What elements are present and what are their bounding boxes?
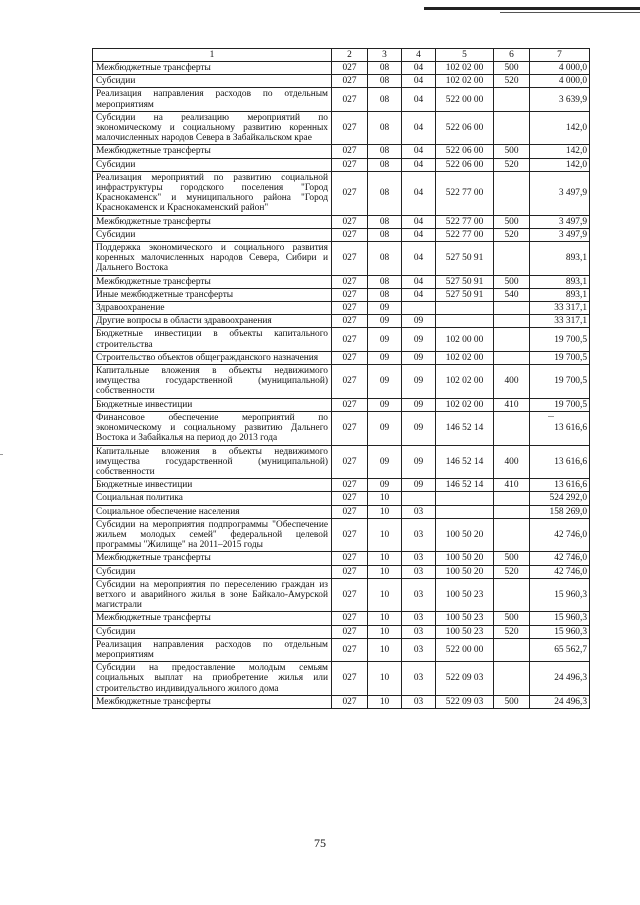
row-target-article: 522 09 03 — [436, 695, 494, 708]
row-expense-type — [494, 662, 530, 696]
table-row — [93, 75, 590, 88]
row-ministry-code: 027 — [332, 365, 368, 399]
table-body — [93, 62, 590, 709]
row-name: Субсидии на реализацию мероприятий по экономическому и социальному развитию коренных малочисленных народов Севера в Забайкальском крае — [93, 111, 332, 145]
table-row — [93, 111, 590, 145]
table-row — [93, 351, 590, 364]
row-subsection: 04 — [402, 242, 436, 276]
row-subsection: 03 — [402, 565, 436, 578]
table-row — [93, 625, 590, 638]
row-ministry-code: 027 — [332, 88, 368, 111]
row-section: 09 — [368, 315, 402, 328]
row-section: 08 — [368, 228, 402, 241]
row-ministry-code: 027 — [332, 612, 368, 625]
row-section: 09 — [368, 398, 402, 411]
row-amount: 3 497,9 — [530, 228, 590, 241]
row-ministry-code: 027 — [332, 695, 368, 708]
row-amount: 158 269,0 — [530, 505, 590, 518]
row-subsection — [402, 492, 436, 505]
row-ministry-code: 027 — [332, 492, 368, 505]
row-amount: 42 746,0 — [530, 518, 590, 552]
header-rule-thin — [500, 12, 640, 13]
row-amount: 15 960,3 — [530, 612, 590, 625]
row-section: 08 — [368, 242, 402, 276]
row-name: Бюджетные инвестиции — [93, 398, 332, 411]
row-subsection: 03 — [402, 552, 436, 565]
row-amount: 19 700,5 — [530, 365, 590, 399]
row-expense-type: 520 — [494, 228, 530, 241]
row-section: 10 — [368, 612, 402, 625]
row-subsection: 04 — [402, 111, 436, 145]
row-amount: 15 960,3 — [530, 625, 590, 638]
table-row — [93, 518, 590, 552]
row-target-article: 102 02 00 — [436, 398, 494, 411]
table-row — [93, 302, 590, 315]
header-col-7: 7 — [530, 49, 590, 62]
row-ministry-code: 027 — [332, 479, 368, 492]
table-row — [93, 275, 590, 288]
row-expense-type: 410 — [494, 479, 530, 492]
row-subsection: 03 — [402, 578, 436, 612]
row-target-article: 527 50 91 — [436, 275, 494, 288]
page-number: 75 — [314, 836, 326, 850]
row-name: Межбюджетные трансферты — [93, 62, 332, 75]
table-row — [93, 612, 590, 625]
row-amount: 13 616,6 — [530, 411, 590, 445]
row-section: 09 — [368, 445, 402, 479]
table-row — [93, 638, 590, 661]
row-section: 10 — [368, 695, 402, 708]
row-name: Реализация направления расходов по отдельным мероприятиям — [93, 638, 332, 661]
row-expense-type: 500 — [494, 695, 530, 708]
row-target-article: 100 50 20 — [436, 565, 494, 578]
row-ministry-code: 027 — [332, 518, 368, 552]
table-row — [93, 552, 590, 565]
table-row — [93, 242, 590, 276]
row-subsection: 09 — [402, 351, 436, 364]
row-target-article: 522 06 00 — [436, 111, 494, 145]
row-amount: 65 562,7 — [530, 638, 590, 661]
row-subsection: 09 — [402, 328, 436, 351]
row-section: 08 — [368, 75, 402, 88]
row-target-article: 100 50 20 — [436, 518, 494, 552]
scan-mark — [0, 454, 3, 455]
row-target-article: 146 52 14 — [436, 411, 494, 445]
row-section: 08 — [368, 62, 402, 75]
row-name: Субсидии — [93, 565, 332, 578]
row-subsection: 09 — [402, 479, 436, 492]
table-row — [93, 578, 590, 612]
row-name: Субсидии — [93, 228, 332, 241]
row-name: Иные межбюджетные трансферты — [93, 288, 332, 301]
row-subsection: 04 — [402, 171, 436, 215]
row-amount: 893,1 — [530, 242, 590, 276]
row-amount: 15 960,3 — [530, 578, 590, 612]
row-ministry-code: 027 — [332, 552, 368, 565]
row-section: 10 — [368, 518, 402, 552]
row-section: 08 — [368, 145, 402, 158]
row-expense-type — [494, 411, 530, 445]
row-expense-type: 400 — [494, 445, 530, 479]
row-name: Межбюджетные трансферты — [93, 145, 332, 158]
row-ministry-code: 027 — [332, 275, 368, 288]
row-amount: 142,0 — [530, 158, 590, 171]
row-target-article: 527 50 91 — [436, 242, 494, 276]
row-section: 10 — [368, 492, 402, 505]
row-expense-type — [494, 351, 530, 364]
row-amount: 893,1 — [530, 288, 590, 301]
header-col-5: 5 — [436, 49, 494, 62]
row-ministry-code: 027 — [332, 228, 368, 241]
row-expense-type — [494, 492, 530, 505]
row-name: Строительство объектов общегражданского назначения — [93, 351, 332, 364]
row-section: 08 — [368, 88, 402, 111]
row-target-article: 100 50 23 — [436, 612, 494, 625]
row-section: 10 — [368, 638, 402, 661]
row-amount: 19 700,5 — [530, 328, 590, 351]
row-section: 10 — [368, 662, 402, 696]
row-expense-type — [494, 638, 530, 661]
row-subsection — [402, 302, 436, 315]
row-target-article: 522 06 00 — [436, 145, 494, 158]
table-row — [93, 505, 590, 518]
row-name: Бюджетные инвестиции в объекты капитального строительства — [93, 328, 332, 351]
row-amount: 24 496,3 — [530, 695, 590, 708]
row-expense-type: 500 — [494, 612, 530, 625]
table-row — [93, 88, 590, 111]
row-expense-type: 500 — [494, 215, 530, 228]
row-name: Капитальные вложения в объекты недвижимого имущества государственной (муниципальной) собственности — [93, 365, 332, 399]
row-target-article: 522 00 00 — [436, 88, 494, 111]
table-header-row — [93, 49, 590, 62]
row-section: 10 — [368, 505, 402, 518]
row-amount: 19 700,5 — [530, 351, 590, 364]
row-amount: 42 746,0 — [530, 552, 590, 565]
row-subsection: 09 — [402, 398, 436, 411]
row-ministry-code: 027 — [332, 315, 368, 328]
row-subsection: 04 — [402, 158, 436, 171]
row-subsection: 03 — [402, 518, 436, 552]
row-expense-type: 520 — [494, 158, 530, 171]
row-name: Поддержка экономического и социального развития коренных малочисленных народов Севера, Сибири и Дальнего Востока — [93, 242, 332, 276]
row-name: Бюджетные инвестиции — [93, 479, 332, 492]
row-name: Межбюджетные трансферты — [93, 552, 332, 565]
row-target-article: 522 77 00 — [436, 228, 494, 241]
row-subsection: 04 — [402, 228, 436, 241]
row-name: Межбюджетные трансферты — [93, 695, 332, 708]
row-expense-type — [494, 578, 530, 612]
row-ministry-code: 027 — [332, 62, 368, 75]
row-target-article: 102 02 00 — [436, 75, 494, 88]
table-row — [93, 398, 590, 411]
row-target-article: 100 50 20 — [436, 552, 494, 565]
row-expense-type — [494, 242, 530, 276]
row-name: Межбюджетные трансферты — [93, 215, 332, 228]
row-subsection: 04 — [402, 145, 436, 158]
row-target-article: 522 77 00 — [436, 171, 494, 215]
row-target-article: 522 00 00 — [436, 638, 494, 661]
row-amount: 142,0 — [530, 111, 590, 145]
row-ministry-code: 027 — [332, 111, 368, 145]
row-section: 09 — [368, 365, 402, 399]
row-ministry-code: 027 — [332, 578, 368, 612]
row-section: 08 — [368, 171, 402, 215]
row-ministry-code: 027 — [332, 158, 368, 171]
row-name: Социальная политика — [93, 492, 332, 505]
header-col-1: 1 — [93, 49, 332, 62]
row-subsection: 09 — [402, 315, 436, 328]
row-target-article — [436, 505, 494, 518]
row-expense-type: 540 — [494, 288, 530, 301]
row-name: Субсидии на мероприятия подпрограммы "Обеспечение жильем молодых семей" федеральной целевой программы "Жилище" на 2011–2015 годы — [93, 518, 332, 552]
row-target-article: 522 09 03 — [436, 662, 494, 696]
row-subsection: 04 — [402, 88, 436, 111]
row-amount: 33 317,1 — [530, 315, 590, 328]
row-ministry-code: 027 — [332, 398, 368, 411]
row-name: Реализация направления расходов по отдельным мероприятиям — [93, 88, 332, 111]
row-name: Финансовое обеспечение мероприятий по экономическому и социальному развитию Дальнего Востока и Забайкалья на период до 2013 года — [93, 411, 332, 445]
table-row — [93, 62, 590, 75]
row-ministry-code: 027 — [332, 351, 368, 364]
row-expense-type: 400 — [494, 365, 530, 399]
row-subsection: 04 — [402, 275, 436, 288]
row-expense-type: 500 — [494, 275, 530, 288]
row-target-article: 522 77 00 — [436, 215, 494, 228]
row-target-article: 102 00 00 — [436, 328, 494, 351]
row-target-article — [436, 492, 494, 505]
row-subsection: 04 — [402, 288, 436, 301]
table-row — [93, 695, 590, 708]
row-target-article: 100 50 23 — [436, 625, 494, 638]
table-row — [93, 145, 590, 158]
row-amount: 3 497,9 — [530, 171, 590, 215]
row-ministry-code: 027 — [332, 145, 368, 158]
budget-table — [92, 48, 590, 709]
row-amount: 524 292,0 — [530, 492, 590, 505]
row-subsection: 04 — [402, 215, 436, 228]
row-expense-type: 500 — [494, 145, 530, 158]
row-ministry-code: 027 — [332, 638, 368, 661]
row-target-article: 522 06 00 — [436, 158, 494, 171]
row-name: Здравоохранение — [93, 302, 332, 315]
row-ministry-code: 027 — [332, 302, 368, 315]
row-subsection: 03 — [402, 662, 436, 696]
row-expense-type: 520 — [494, 565, 530, 578]
table-row — [93, 315, 590, 328]
row-expense-type: 500 — [494, 552, 530, 565]
row-name: Субсидии на мероприятия по переселению граждан из ветхого и аварийного жилья в зоне Байкало-Амурской магистрали — [93, 578, 332, 612]
row-target-article: 102 02 00 — [436, 365, 494, 399]
row-amount: 42 746,0 — [530, 565, 590, 578]
row-subsection: 03 — [402, 612, 436, 625]
row-name: Субсидии — [93, 158, 332, 171]
row-subsection: 03 — [402, 695, 436, 708]
row-expense-type — [494, 518, 530, 552]
budget-table-container — [92, 48, 589, 709]
row-name: Субсидии — [93, 75, 332, 88]
row-expense-type — [494, 505, 530, 518]
row-ministry-code: 027 — [332, 242, 368, 276]
row-ministry-code: 027 — [332, 288, 368, 301]
row-expense-type: 520 — [494, 75, 530, 88]
row-section: 10 — [368, 625, 402, 638]
row-section: 10 — [368, 578, 402, 612]
row-target-article: 102 02 00 — [436, 62, 494, 75]
header-rule — [424, 7, 640, 10]
row-target-article: 146 52 14 — [436, 445, 494, 479]
row-section: 08 — [368, 275, 402, 288]
row-name: Реализация мероприятий по развитию социальной инфраструктуры городского поселения "Город Краснокаменск" и муниципального района "Город Краснокаменск и Краснокаменский район" — [93, 171, 332, 215]
row-subsection: 09 — [402, 445, 436, 479]
table-row — [93, 479, 590, 492]
row-target-article: 100 50 23 — [436, 578, 494, 612]
row-expense-type — [494, 111, 530, 145]
table-row — [93, 228, 590, 241]
table-row — [93, 492, 590, 505]
header-col-4: 4 — [402, 49, 436, 62]
row-section: 08 — [368, 158, 402, 171]
row-target-article — [436, 315, 494, 328]
row-section: 10 — [368, 565, 402, 578]
row-name: Межбюджетные трансферты — [93, 612, 332, 625]
row-ministry-code: 027 — [332, 215, 368, 228]
row-name: Капитальные вложения в объекты недвижимого имущества государственной (муниципальной) собственности — [93, 445, 332, 479]
row-expense-type: 500 — [494, 62, 530, 75]
row-section: 09 — [368, 302, 402, 315]
row-expense-type — [494, 302, 530, 315]
table-row — [93, 158, 590, 171]
row-section: 10 — [368, 552, 402, 565]
row-ministry-code: 027 — [332, 171, 368, 215]
row-amount: 4 000,0 — [530, 62, 590, 75]
row-ministry-code: 027 — [332, 565, 368, 578]
row-expense-type: 410 — [494, 398, 530, 411]
table-row — [93, 565, 590, 578]
row-amount: 893,1 — [530, 275, 590, 288]
table-row — [93, 365, 590, 399]
row-section: 09 — [368, 411, 402, 445]
table-row — [93, 215, 590, 228]
row-expense-type: 520 — [494, 625, 530, 638]
row-section: 08 — [368, 288, 402, 301]
table-row — [93, 445, 590, 479]
row-expense-type — [494, 88, 530, 111]
row-subsection: 04 — [402, 75, 436, 88]
row-ministry-code: 027 — [332, 662, 368, 696]
row-name: Другие вопросы в области здравоохранения — [93, 315, 332, 328]
row-ministry-code: 027 — [332, 445, 368, 479]
row-subsection: 09 — [402, 411, 436, 445]
row-name: Субсидии на предоставление молодым семьям социальных выплат на приобретение жилья или строительство индивидуального жилого дома — [93, 662, 332, 696]
row-ministry-code: 027 — [332, 411, 368, 445]
row-ministry-code: 027 — [332, 75, 368, 88]
row-amount: 24 496,3 — [530, 662, 590, 696]
row-subsection: 03 — [402, 505, 436, 518]
row-target-article: 527 50 91 — [436, 288, 494, 301]
row-subsection: 03 — [402, 638, 436, 661]
row-ministry-code: 027 — [332, 625, 368, 638]
row-subsection: 04 — [402, 62, 436, 75]
row-amount: 13 616,6 — [530, 445, 590, 479]
row-amount: 13 616,6 — [530, 479, 590, 492]
row-expense-type — [494, 171, 530, 215]
row-name: Субсидии — [93, 625, 332, 638]
row-subsection: 03 — [402, 625, 436, 638]
row-amount: 142,0 — [530, 145, 590, 158]
row-ministry-code: 027 — [332, 328, 368, 351]
table-row — [93, 662, 590, 696]
row-section: 08 — [368, 111, 402, 145]
row-ministry-code: 027 — [332, 505, 368, 518]
table-row — [93, 288, 590, 301]
row-section: 09 — [368, 351, 402, 364]
row-section: 08 — [368, 215, 402, 228]
row-amount: 19 700,5 — [530, 398, 590, 411]
table-row — [93, 171, 590, 215]
row-amount: 33 317,1 — [530, 302, 590, 315]
table-row — [93, 328, 590, 351]
header-col-6: 6 — [494, 49, 530, 62]
row-expense-type — [494, 328, 530, 351]
row-amount: 3 497,9 — [530, 215, 590, 228]
row-amount: 4 000,0 — [530, 75, 590, 88]
row-target-article — [436, 302, 494, 315]
header-col-2: 2 — [332, 49, 368, 62]
row-subsection: 09 — [402, 365, 436, 399]
row-section: 09 — [368, 328, 402, 351]
row-name: Социальное обеспечение населения — [93, 505, 332, 518]
row-name: Межбюджетные трансферты — [93, 275, 332, 288]
header-col-3: 3 — [368, 49, 402, 62]
row-target-article: 102 02 00 — [436, 351, 494, 364]
table-row — [93, 411, 590, 445]
row-expense-type — [494, 315, 530, 328]
row-target-article: 146 52 14 — [436, 479, 494, 492]
row-amount: 3 639,9 — [530, 88, 590, 111]
row-section: 09 — [368, 479, 402, 492]
